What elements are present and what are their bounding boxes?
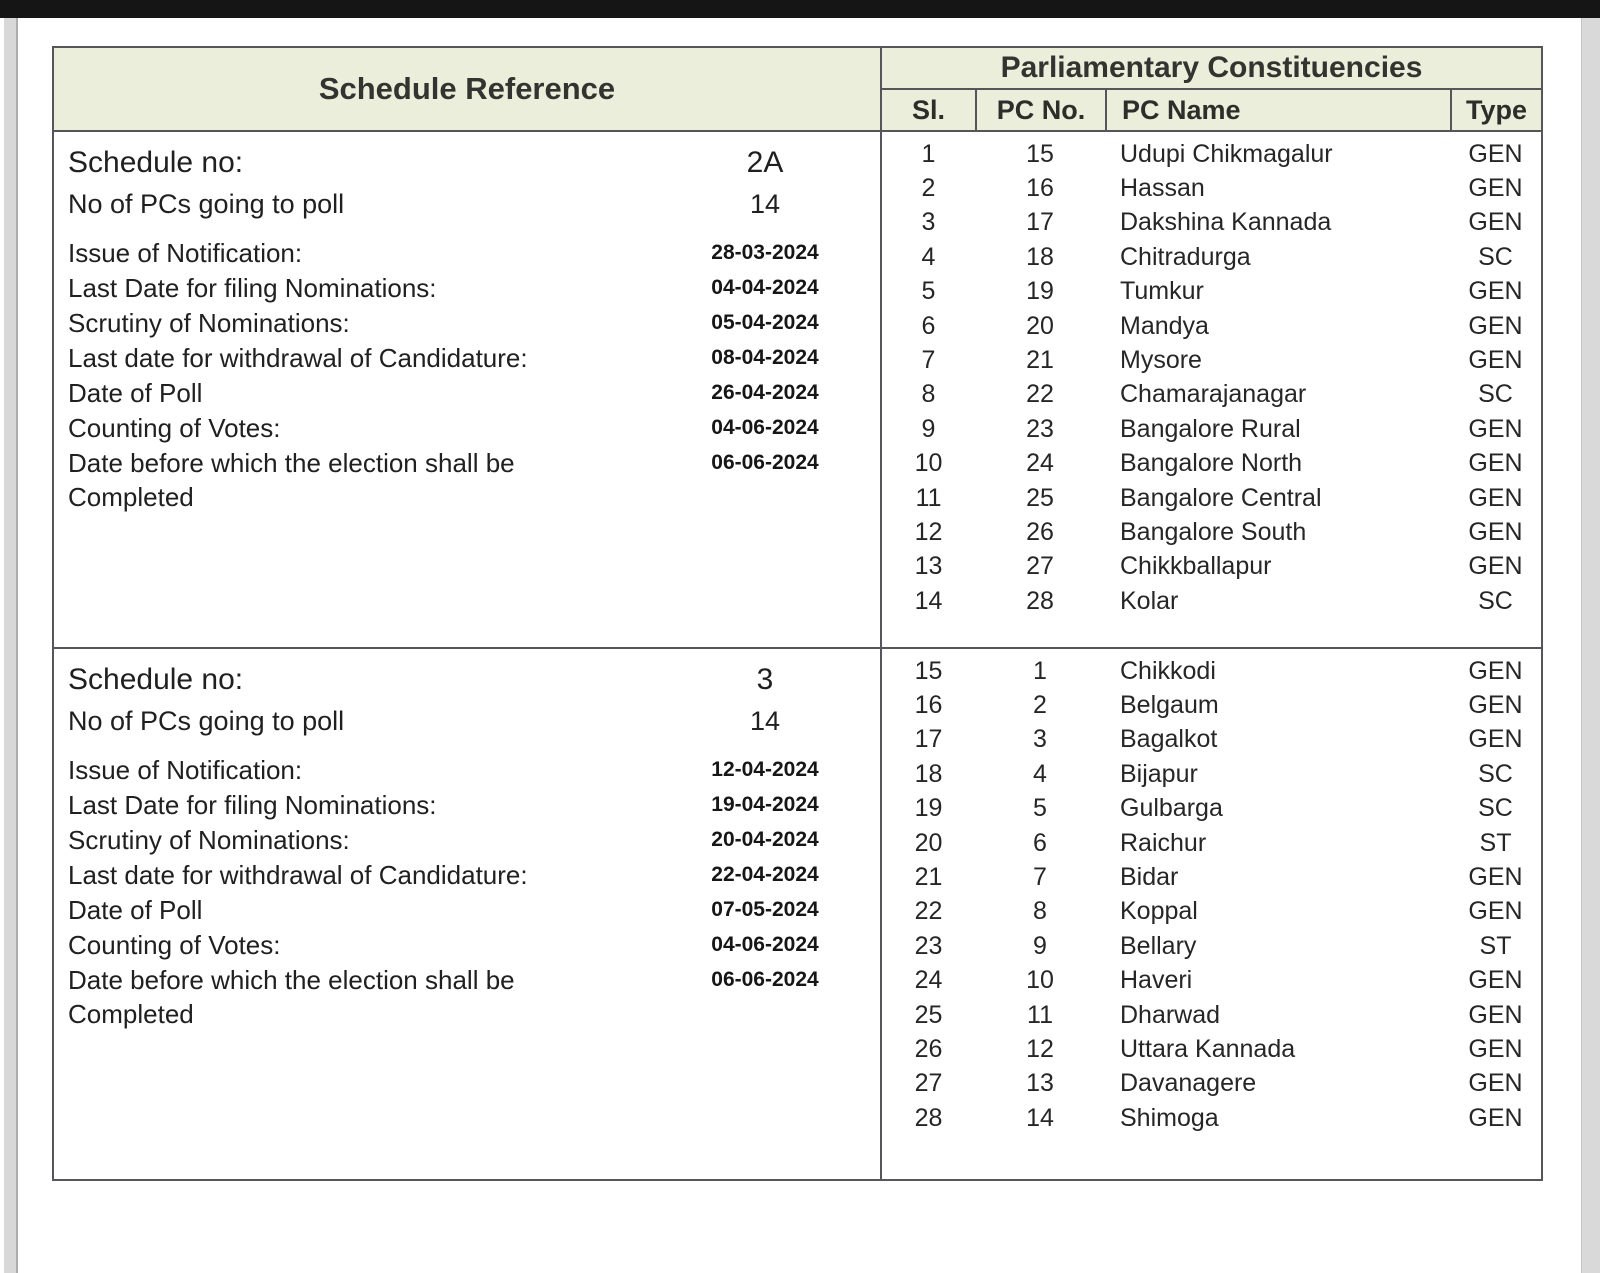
pc-name-cell: Bangalore South [1120,517,1307,546]
sl-cell: 5 [921,277,936,306]
pc-name-cell: Bangalore North [1120,449,1303,478]
pc-name-cell: Bangalore Central [1120,483,1322,512]
constituency-row [882,275,1541,309]
pcs-label: No of PCs going to poll [68,188,345,219]
pc-no-cell: 10 [1026,966,1054,995]
pcs-label: No of PCs going to poll [68,705,345,736]
date-label: Date of Poll [68,895,203,925]
pc-name-cell: Koppal [1120,897,1198,926]
pc-name-cell: Bagalkot [1120,725,1218,754]
pc-name-cell: Bijapur [1120,759,1198,788]
date-label: Scrutiny of Nominations: [68,825,350,855]
pc-no-cell: 16 [1026,174,1054,203]
schedule-date-row [68,306,880,341]
pc-name-cell: Udupi Chikmagalur [1120,139,1333,168]
type-cell: GEN [1468,897,1523,926]
date-value: 06-06-2024 [711,968,819,991]
pc-no-cell: 15 [1026,139,1054,168]
schedule-section-3 [54,647,1541,1179]
pc-no-cell: 20 [1026,311,1054,340]
sl-cell: 1 [921,139,936,168]
date-label: Last date for withdrawal of Candidature: [68,343,528,373]
date-value: 12-04-2024 [711,758,819,781]
constituency-row [882,447,1541,481]
type-cell: GEN [1468,1069,1523,1098]
constituency-row [882,378,1541,412]
type-cell: SC [1478,794,1513,823]
pc-name-cell: Mysore [1120,346,1202,375]
type-cell: GEN [1468,414,1523,443]
date-value: 28-03-2024 [711,241,819,264]
constituency-row [882,998,1541,1032]
date-label: Issue of Notification: [68,238,303,268]
type-cell: GEN [1468,277,1523,306]
pc-name-cell: Raichur [1120,828,1207,857]
schedule-date-row [68,823,880,858]
constituency-row [882,550,1541,584]
pc-name-cell: Belgaum [1120,691,1219,720]
pc-no-cell: 13 [1026,1069,1054,1098]
date-value: 19-04-2024 [711,793,819,816]
sl-cell: 13 [914,552,943,581]
pcs-value: 14 [749,705,781,736]
sl-cell: 2 [921,174,936,203]
pc-name-cell: Tumkur [1120,277,1204,306]
date-label: Date before which the election shall be Completed [68,965,515,1029]
schedule-date-row [68,893,880,928]
sl-cell: 11 [915,483,942,512]
top-black-bar [0,0,1600,18]
date-label: Last Date for filing Nominations: [68,790,437,820]
pc-name-cell: Chamarajanagar [1120,380,1307,409]
pcs-value: 14 [749,188,781,219]
pc-no-cell: 7 [1033,863,1047,892]
constituency-row [882,654,1541,688]
sl-cell: 26 [914,1034,943,1063]
type-cell: GEN [1468,691,1523,720]
constituency-row [882,584,1541,618]
sl-cell: 20 [914,828,943,857]
constituency-row [882,964,1541,998]
constituency-row [882,240,1541,274]
date-label: Date of Poll [68,378,203,408]
schedule-date-row [68,928,880,963]
sl-cell: 9 [921,414,936,443]
date-value: 07-05-2024 [711,898,819,921]
pc-no-cell: 25 [1026,483,1054,512]
pc-no-cell: 19 [1026,277,1054,306]
sl-cell: 12 [914,517,943,546]
schedule-reference-header: Schedule Reference [54,48,882,130]
sl-cell: 15 [914,656,943,685]
pc-name-cell: Hassan [1120,174,1205,203]
date-value: 26-04-2024 [711,381,819,404]
type-cell: GEN [1468,1000,1523,1029]
column-header-type: Type [1450,90,1541,130]
type-cell: GEN [1468,656,1523,685]
pc-name-cell: Dharwad [1120,1000,1221,1029]
type-cell: GEN [1468,1034,1523,1063]
type-cell: SC [1478,380,1513,409]
sl-cell: 21 [914,863,943,892]
sl-cell: 14 [914,586,943,615]
constituency-row [882,860,1541,894]
type-cell: GEN [1468,449,1523,478]
schedule-date-row [68,858,880,893]
pc-name-cell: Kolar [1120,586,1179,615]
constituency-row [882,206,1541,240]
constituency-row [882,1032,1541,1066]
pc-no-cell: 4 [1033,759,1047,788]
date-value: 04-04-2024 [711,276,819,299]
pc-no-cell: 1 [1033,656,1047,685]
sl-cell: 10 [914,449,943,478]
type-cell: GEN [1468,311,1523,340]
type-cell: ST [1479,931,1512,960]
sl-cell: 17 [914,725,943,754]
constituency-row [882,929,1541,963]
sl-cell: 3 [921,208,936,237]
parliamentary-constituencies-header: Parliamentary Constituencies [882,48,1541,90]
type-cell: SC [1478,759,1513,788]
date-value: 08-04-2024 [711,346,819,369]
schedule-section-2a [54,132,1541,647]
sl-cell: 19 [914,794,943,823]
schedule-date-row [68,236,880,271]
pc-name-cell: Bangalore Rural [1120,414,1301,443]
constituency-row [882,412,1541,446]
schedule-date-row [68,446,880,514]
date-label: Counting of Votes: [68,930,281,960]
type-cell: SC [1478,586,1513,615]
type-cell: GEN [1468,1103,1523,1132]
date-value: 06-06-2024 [711,451,819,474]
constituency-row [882,481,1541,515]
page-edge-right [1581,18,1600,1273]
sl-cell: 27 [914,1069,943,1098]
pc-no-cell: 21 [1026,346,1054,375]
schedule-date-row [68,963,880,1031]
sl-cell: 22 [914,897,943,926]
constituency-row [882,515,1541,549]
election-schedule-table [52,46,1543,1181]
schedule-date-row [68,376,880,411]
pc-name-cell: Gulbarga [1120,794,1223,823]
schedule-date-row [68,341,880,376]
schedule-no-value: 2A [746,146,784,179]
date-value: 20-04-2024 [711,828,819,851]
constituency-row [882,757,1541,791]
sl-cell: 18 [914,759,943,788]
pc-name-cell: Dakshina Kannada [1120,208,1332,237]
constituency-row [882,1101,1541,1135]
constituency-row [882,723,1541,757]
constituency-row [882,688,1541,722]
sl-cell: 28 [914,1103,943,1132]
pc-no-cell: 3 [1033,725,1047,754]
type-cell: GEN [1468,139,1523,168]
schedule-reference-panel [54,649,882,1179]
pc-no-cell: 18 [1026,242,1054,271]
sl-cell: 23 [914,931,943,960]
schedule-date-row [68,411,880,446]
pc-no-cell: 26 [1026,517,1054,546]
constituency-row [882,309,1541,343]
pcs-going-to-poll-row [68,184,880,224]
sl-cell: 25 [914,1000,943,1029]
pc-no-cell: 17 [1026,208,1054,237]
date-label: Last date for withdrawal of Candidature: [68,860,528,890]
constituency-row [882,826,1541,860]
sl-cell: 7 [921,346,936,375]
pc-no-cell: 27 [1026,552,1054,581]
sl-cell: 6 [921,311,936,340]
pc-no-cell: 8 [1033,897,1047,926]
date-value: 05-04-2024 [711,311,819,334]
schedule-date-row [68,753,880,788]
date-label: Issue of Notification: [68,755,303,785]
type-cell: GEN [1468,966,1523,995]
schedule-date-row [68,271,880,306]
pc-no-cell: 14 [1026,1103,1054,1132]
page-edge-left [4,18,18,1273]
column-header-row [882,90,1541,130]
pc-name-cell: Haveri [1120,966,1193,995]
pc-name-cell: Bidar [1120,863,1179,892]
type-cell: GEN [1468,483,1523,512]
type-cell: SC [1478,242,1513,271]
type-cell: GEN [1468,208,1523,237]
sl-cell: 24 [914,966,943,995]
pc-no-cell: 22 [1026,380,1054,409]
sl-cell: 4 [921,242,936,271]
constituency-row [882,343,1541,377]
type-cell: GEN [1468,517,1523,546]
schedule-no-row [68,142,880,184]
date-value: 04-06-2024 [711,416,819,439]
column-header-pc-no: PC No. [975,90,1105,130]
constituency-row [882,1067,1541,1101]
type-cell: GEN [1468,174,1523,203]
pc-name-cell: Chikkballapur [1120,552,1272,581]
schedule-no-label: Schedule no: [68,146,244,179]
date-label: Last Date for filing Nominations: [68,273,437,303]
type-cell: GEN [1468,725,1523,754]
type-cell: GEN [1468,863,1523,892]
pc-no-cell: 24 [1026,449,1054,478]
pc-name-cell: Uttara Kannada [1120,1034,1296,1063]
pc-no-cell: 9 [1033,931,1047,960]
pc-no-cell: 5 [1033,794,1047,823]
column-header-pc-name: PC Name [1105,90,1450,130]
schedule-no-value: 3 [756,663,774,696]
pc-name-cell: Mandya [1120,311,1209,340]
constituency-row [882,792,1541,826]
pc-name-cell: Davanagere [1120,1069,1257,1098]
date-value: 04-06-2024 [711,933,819,956]
table-header [54,48,1541,132]
constituency-row [882,895,1541,929]
pc-name-cell: Shimoga [1120,1103,1219,1132]
constituencies-header-group [882,48,1541,130]
date-label: Date before which the election shall be Completed [68,448,515,512]
schedule-no-label: Schedule no: [68,663,244,696]
type-cell: GEN [1468,346,1523,375]
type-cell: GEN [1468,552,1523,581]
schedule-dates-list [68,753,880,1031]
schedule-dates-list [68,236,880,514]
type-cell: ST [1479,828,1512,857]
constituency-row [882,171,1541,205]
pc-no-cell: 2 [1033,691,1047,720]
sl-cell: 8 [921,380,936,409]
date-label: Scrutiny of Nominations: [68,308,350,338]
pc-no-cell: 6 [1033,828,1047,857]
pc-name-cell: Chikkodi [1120,656,1216,685]
column-header-sl: Sl. [911,94,945,125]
date-value: 22-04-2024 [711,863,819,886]
schedule-no-row [68,659,880,701]
constituency-list [882,132,1541,647]
date-label: Counting of Votes: [68,413,281,443]
pc-name-cell: Bellary [1120,931,1197,960]
schedule-reference-panel [54,132,882,647]
schedule-date-row [68,788,880,823]
constituency-row [882,137,1541,171]
constituency-list [882,649,1541,1179]
pc-no-cell: 12 [1026,1034,1054,1063]
pc-no-cell: 11 [1027,1000,1053,1029]
pc-no-cell: 28 [1026,586,1054,615]
pcs-going-to-poll-row [68,701,880,741]
pc-name-cell: Chitradurga [1120,242,1251,271]
sl-cell: 16 [914,691,943,720]
pc-no-cell: 23 [1026,414,1054,443]
